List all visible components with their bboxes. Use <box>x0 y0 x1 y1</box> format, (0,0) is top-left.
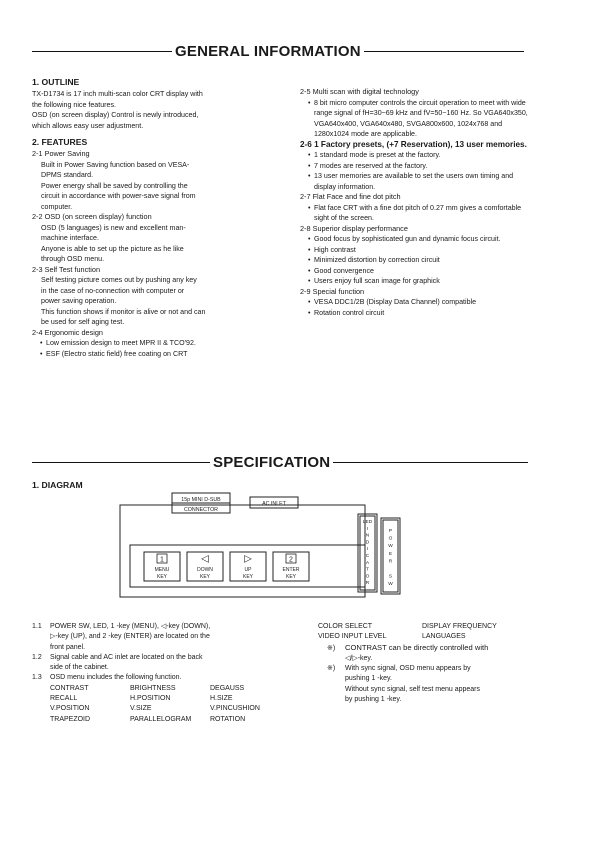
note-mark: ※) <box>327 644 336 652</box>
osd-function-item: DEGAUSS <box>210 684 245 692</box>
banner-rule-right <box>364 51 524 52</box>
osd-function-item: PARALLELOGRAM <box>130 715 192 723</box>
feature-bullet: • Good convergence <box>300 266 528 277</box>
general-information-title: GENERAL INFORMATION <box>175 42 361 60</box>
front-key[interactable] <box>187 552 223 581</box>
feature-section <box>32 212 264 265</box>
front-key[interactable] <box>230 552 266 581</box>
key-label-suffix: KEY <box>156 574 168 580</box>
key-label-suffix: KEY <box>199 574 211 580</box>
osd-function-list-right <box>318 622 532 643</box>
spec-note <box>32 622 294 653</box>
osd-function-row <box>50 694 294 704</box>
spec-note-line <box>32 663 294 673</box>
led-indicator-letter: LED <box>362 520 373 525</box>
spec-right-note-line <box>327 685 532 695</box>
osd-function-item: V.PINCUSHION <box>210 705 260 713</box>
feature-bullet: • VESA DDC1/2B (Display Data Channel) compatible <box>300 297 528 308</box>
feature-heading: 2-2 OSD (on screen display) function <box>32 212 152 221</box>
front-key[interactable] <box>273 552 309 581</box>
osd-function-item: V.SIZE <box>130 705 152 713</box>
feature-text-line: Power energy shall be saved by controlling the <box>41 181 188 190</box>
spec-right-note-text: CONTRAST can be directly controlled with <box>345 642 489 652</box>
spec-note-number: 1.3 <box>32 674 42 682</box>
ac-inlet-label: AC INLET <box>262 501 286 507</box>
note-mark: ※) <box>327 665 336 673</box>
spec-notes-list <box>32 622 294 684</box>
key-glyph-icon: ◁ <box>201 553 209 565</box>
led-indicator-letter: N <box>365 533 370 539</box>
spec-right-note-text: ◁/▷-key. <box>345 654 373 662</box>
led-indicator-letter: D <box>365 540 370 546</box>
feature-text-line: computer. <box>41 202 73 211</box>
spec-note-text: Signal cable and AC inlet are located on the back <box>50 653 203 661</box>
spec-right-note-text: pushing 1 -key. <box>345 675 392 683</box>
key-glyph-icon: ▷ <box>244 553 252 565</box>
banner-rule-left <box>32 51 172 52</box>
spec-note-number: 1.1 <box>32 623 42 630</box>
osd-function-row <box>50 704 294 714</box>
specification-banner <box>32 454 528 470</box>
key-glyph-icon: 2 <box>289 556 293 564</box>
feature-text-line: OSD (5 languages) is new and excellent man- <box>41 223 186 232</box>
power-switch-letter: S <box>388 574 393 580</box>
feature-heading: 2-5 Multi scan with digital technology <box>300 87 419 96</box>
feature-bullet: • High contrast <box>300 245 528 256</box>
outline-line: OSD (on screen display) Control is newly introduced, <box>32 111 199 119</box>
spec-note-text: front panel. <box>50 643 86 651</box>
spec-rule-right <box>333 462 528 463</box>
spec-right-note-text: Without sync signal, self test menu appears <box>345 685 481 693</box>
feature-heading: 2-4 Ergonomic design <box>32 327 103 337</box>
dsub-label-line1: 15p MINI D-SUB <box>181 497 221 503</box>
led-indicator-letter: T <box>366 567 369 573</box>
specification-title: SPECIFICATION <box>213 453 331 471</box>
osd-function-item: LANGUAGES <box>422 633 466 641</box>
osd-function-item: CONTRAST <box>50 684 89 692</box>
spec-rule-left <box>32 462 210 463</box>
spec-note-line <box>32 653 294 663</box>
spec-note <box>32 673 294 683</box>
spec-right-note-text: With sync signal, OSD menu appears by <box>345 665 471 673</box>
diagram-heading: 1. DIAGRAM <box>32 480 83 490</box>
dsub-label-line2: CONNECTOR <box>183 507 219 513</box>
power-switch-letter: R <box>388 559 393 565</box>
power-switch-letter: W <box>388 544 393 550</box>
feature-text-line: be used for self aging test. <box>41 318 125 326</box>
feature-heading: 2-8 Superior display performance <box>300 223 408 233</box>
feature-text-line: through OSD menu. <box>41 255 105 263</box>
feature-bullet: • Rotation control circuit <box>300 308 528 319</box>
feature-text-line: DPMS standard. <box>41 171 94 179</box>
osd-function-item: DISPLAY FREQUENCY <box>422 623 497 630</box>
key-label: MENU <box>154 567 170 573</box>
osd-function-row <box>50 715 294 725</box>
front-key[interactable] <box>144 552 180 581</box>
front-panel-diagram <box>110 490 430 600</box>
osd-function-item: V.POSITION <box>50 705 90 713</box>
spec-notes-right <box>318 622 532 705</box>
feature-bullet: • ESF (Electro static field) free coating on CRT <box>32 349 264 360</box>
key-label-suffix: KEY <box>242 574 254 580</box>
feature-text-line: power saving operation. <box>41 297 117 305</box>
outline-line: the following nice features. <box>32 100 116 109</box>
feature-bullet: • Minimized distortion by correction circuit <box>300 255 528 266</box>
led-indicator-letter: C <box>365 554 370 559</box>
spec-right-note <box>327 664 532 705</box>
led-indicator-letter: A <box>365 560 370 566</box>
feature-bullet: • Users enjoy full scan image for graphick <box>300 276 528 287</box>
key-glyph-icon: 1 <box>160 556 164 564</box>
osd-function-item: TRAPEZOID <box>50 715 91 723</box>
led-indicator-letter: O <box>365 574 370 580</box>
feature-text-line: machine interface. <box>41 234 99 242</box>
feature-bullet: • Low emission design to meet MPR II & TCO'92. <box>32 338 264 349</box>
features-right-sections <box>300 87 528 318</box>
outline-line: TX-D1734 is 17 inch multi-scan color CRT display with <box>32 90 203 98</box>
spec-note-text: side of the cabinet. <box>50 664 109 672</box>
feature-bullet: • 8 bit micro computer controls the circuit operation to meet with wide range signal of fH=30~69 kHz and fV=50~160 Hz. So VGA640x350, VGA640x400, VGA640x480, SVGA800x600, 1024x768 and 1280x1024 mode are applicable. <box>300 98 528 140</box>
feature-heading: 2-7 Flat Face and fine dot pitch <box>300 192 401 201</box>
osd-function-item: H.SIZE <box>210 695 233 703</box>
spec-note-text: OSD menu includes the following function. <box>50 674 182 682</box>
feature-heading: 2-9 Special function <box>300 286 365 296</box>
features-left-sections <box>32 149 264 359</box>
led-indicator-letter: R <box>365 581 370 587</box>
feature-bullet: • 1 standard mode is preset at the factory. <box>300 150 528 161</box>
feature-text-line: Self testing picture comes out by pushing any key <box>41 276 197 284</box>
spec-right-note-line <box>327 643 532 654</box>
feature-bullet: • 13 user memories are available to set the users own timing and display information. <box>300 171 528 192</box>
features-heading: 2. FEATURES <box>32 137 88 147</box>
spec-right-notes <box>318 643 532 706</box>
osd-function-item: ROTATION <box>210 715 246 723</box>
spec-note-number: 1.2 <box>32 653 42 661</box>
led-indicator-letter: I <box>366 547 369 553</box>
power-switch-letter: W <box>388 582 393 588</box>
feature-section <box>300 192 528 224</box>
power-switch-letter: O <box>388 536 393 542</box>
feature-text-line: This function shows if monitor is alive or not and can <box>41 307 206 316</box>
feature-bullet: • 7 modes are reserved at the factory. <box>300 161 528 172</box>
osd-function-item: COLOR SELECT <box>318 623 373 630</box>
key-label: ENTER <box>282 567 300 573</box>
feature-section <box>32 149 264 212</box>
osd-function-row <box>318 632 532 642</box>
feature-text-line: circuit in accordance with power-save signal from <box>41 192 196 200</box>
osd-function-item: BRIGHTNESS <box>130 684 176 692</box>
spec-right-note-line <box>327 654 532 664</box>
spec-note-line <box>32 622 294 632</box>
feature-heading: 2-3 Self Test function <box>32 264 101 274</box>
key-label-suffix: KEY <box>285 574 297 580</box>
feature-text-line: in the case of no-connection with computer or <box>41 286 185 295</box>
feature-bullet: • Flat face CRT with a fine dot pitch of 0.27 mm gives a comfortable sight of the screen. <box>300 203 528 224</box>
osd-function-row <box>318 622 532 632</box>
general-left-column <box>32 74 264 359</box>
general-right-column <box>300 87 528 318</box>
key-label: UP <box>244 567 252 573</box>
feature-section <box>300 140 528 193</box>
spec-right-note <box>327 643 532 665</box>
spec-note-text: ▷-key (UP), and 2 -key (ENTER) are located on the <box>50 633 210 641</box>
osd-function-item: VIDEO INPUT LEVEL <box>318 633 387 641</box>
feature-text-line: Anyone is able to set up the picture as he like <box>41 244 184 253</box>
spec-note-line <box>32 673 294 683</box>
feature-section <box>32 265 264 328</box>
feature-section <box>300 224 528 287</box>
osd-function-row <box>50 684 294 694</box>
feature-bullet: • Good focus by sophisticated gun and dynamic focus circuit. <box>300 234 528 245</box>
feature-section <box>32 328 264 360</box>
outline-heading: 1. OUTLINE <box>32 77 80 87</box>
feature-heading: 2-1 Power Saving <box>32 149 90 158</box>
key-label: DOWN <box>197 567 213 573</box>
feature-text-line: Built in Power Saving function based on VESA- <box>41 160 190 169</box>
osd-function-list <box>32 684 294 725</box>
feature-section <box>300 287 528 319</box>
spec-right-note-line <box>327 674 532 684</box>
general-information-banner <box>32 43 524 59</box>
osd-function-item: H.POSITION <box>130 695 171 703</box>
power-switch-letter: E <box>388 551 393 557</box>
spec-right-note-text: by pushing 1 -key. <box>345 696 402 704</box>
spec-note-text: POWER SW, LED, 1 -key (MENU), ◁-key (DOWN), <box>50 623 211 630</box>
cabinet-outline <box>120 505 365 597</box>
spec-right-note-line <box>327 664 532 674</box>
spec-note <box>32 653 294 674</box>
osd-function-item: RECALL <box>50 695 78 703</box>
spec-right-note-line <box>327 695 532 705</box>
outline-line: which allows easy user adjustment. <box>32 121 144 130</box>
spec-note-line <box>32 643 294 653</box>
feature-section <box>300 87 528 140</box>
spec-notes-left <box>32 622 294 725</box>
spec-note-line <box>32 632 294 642</box>
feature-heading: 2-6 1 Factory presets, (+7 Reservation), 13 user memories. <box>300 139 527 149</box>
power-switch-letter: P <box>388 529 393 534</box>
led-indicator-letter: I <box>366 526 369 532</box>
outline-text <box>32 89 264 131</box>
